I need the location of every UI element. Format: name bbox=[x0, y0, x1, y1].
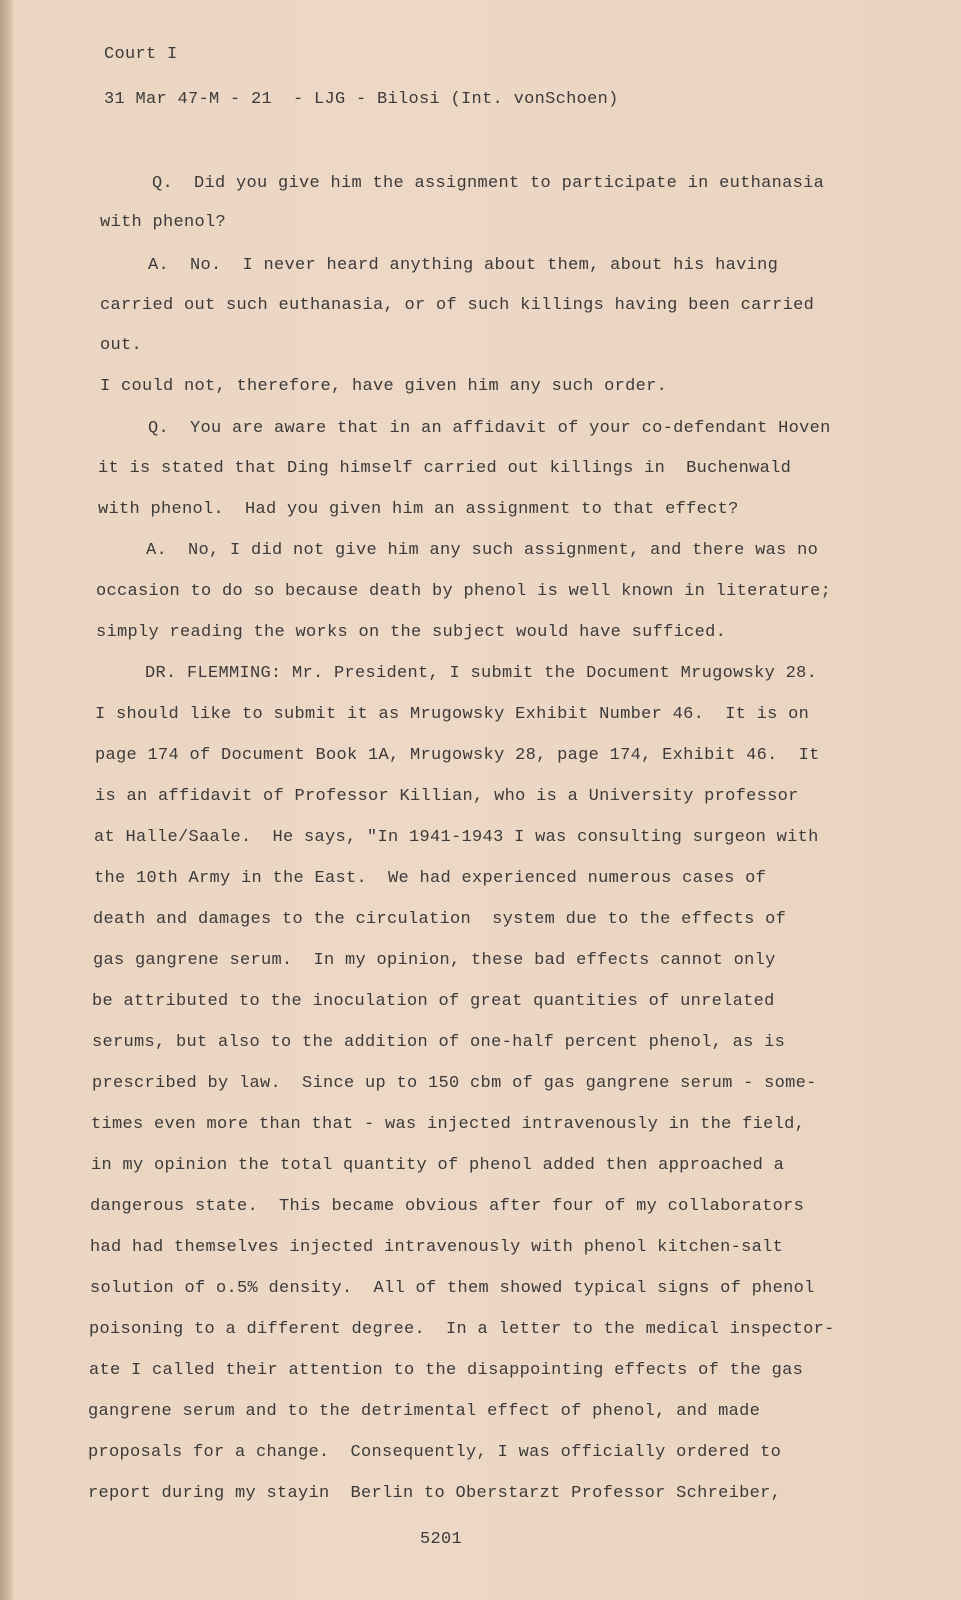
text-line: at Halle/Saale. He says, "In 1941-1943 I was consulting surgeon with bbox=[94, 828, 819, 847]
text-line: page 174 of Document Book 1A, Mrugowsky 28, page 174, Exhibit 46. It bbox=[95, 746, 820, 765]
text-line: prescribed by law. Since up to 150 cbm of gas gangrene serum - some- bbox=[92, 1074, 817, 1093]
text-line: serums, but also to the addition of one-half percent phenol, as is bbox=[92, 1033, 786, 1052]
text-line: out. bbox=[100, 336, 143, 355]
text-line: is an affidavit of Professor Killian, who is a University professor bbox=[95, 787, 799, 806]
paper-edge bbox=[0, 0, 14, 1600]
text-line: had had themselves injected intravenously with phenol kitchen-salt bbox=[90, 1238, 784, 1257]
text-line: simply reading the works on the subject would have sufficed. bbox=[96, 623, 727, 642]
text-line: the 10th Army in the East. We had experienced numerous cases of bbox=[94, 869, 767, 888]
text-line: it is stated that Ding himself carried out killings in Buchenwald bbox=[98, 459, 792, 478]
text-line: carried out such euthanasia, or of such killings having been carried bbox=[100, 296, 815, 315]
text-line: dangerous state. This became obvious after four of my collaborators bbox=[90, 1197, 805, 1216]
text-line: times even more than that - was injected intravenously in the field, bbox=[91, 1115, 806, 1134]
text-line: poisoning to a different degree. In a letter to the medical inspector- bbox=[89, 1320, 835, 1339]
text-line: I should like to submit it as Mrugowsky Exhibit Number 46. It is on bbox=[95, 705, 810, 724]
page-number: 5201 bbox=[420, 1530, 463, 1549]
text-line: gas gangrene serum. In my opinion, these bad effects cannot only bbox=[93, 951, 776, 970]
text-line: Q. Did you give him the assignment to participate in euthanasia bbox=[152, 174, 825, 193]
text-line: DR. FLEMMING: Mr. President, I submit the Document Mrugowsky 28. bbox=[145, 664, 818, 683]
text-line: death and damages to the circulation system due to the effects of bbox=[93, 910, 787, 929]
text-line: ate I called their attention to the disappointing effects of the gas bbox=[89, 1361, 804, 1380]
text-line: in my opinion the total quantity of phenol added then approached a bbox=[91, 1156, 785, 1175]
text-line: with phenol. Had you given him an assignment to that effect? bbox=[98, 500, 739, 519]
text-line: A. No. I never heard anything about them, about his having bbox=[148, 256, 779, 275]
text-line: with phenol? bbox=[100, 213, 227, 232]
text-line: report during my stayin Berlin to Oberstarzt Professor Schreiber, bbox=[88, 1484, 782, 1503]
text-line: I could not, therefore, have given him any such order. bbox=[100, 377, 668, 396]
text-line: A. No, I did not give him any such assignment, and there was no bbox=[146, 541, 819, 560]
court-label: Court I bbox=[104, 45, 178, 64]
text-line: proposals for a change. Consequently, I was officially ordered to bbox=[88, 1443, 782, 1462]
text-line: solution of o.5% density. All of them showed typical signs of phenol bbox=[90, 1279, 815, 1298]
text-line: occasion to do so because death by phenol is well known in literature; bbox=[96, 582, 832, 601]
text-line: be attributed to the inoculation of great quantities of unrelated bbox=[92, 992, 775, 1011]
session-reference: 31 Mar 47-M - 21 - LJG - Bilosi (Int. vonSchoen) bbox=[104, 90, 619, 109]
text-line: Q. You are aware that in an affidavit of your co-defendant Hoven bbox=[148, 419, 831, 438]
text-line: gangrene serum and to the detrimental effect of phenol, and made bbox=[88, 1402, 761, 1421]
